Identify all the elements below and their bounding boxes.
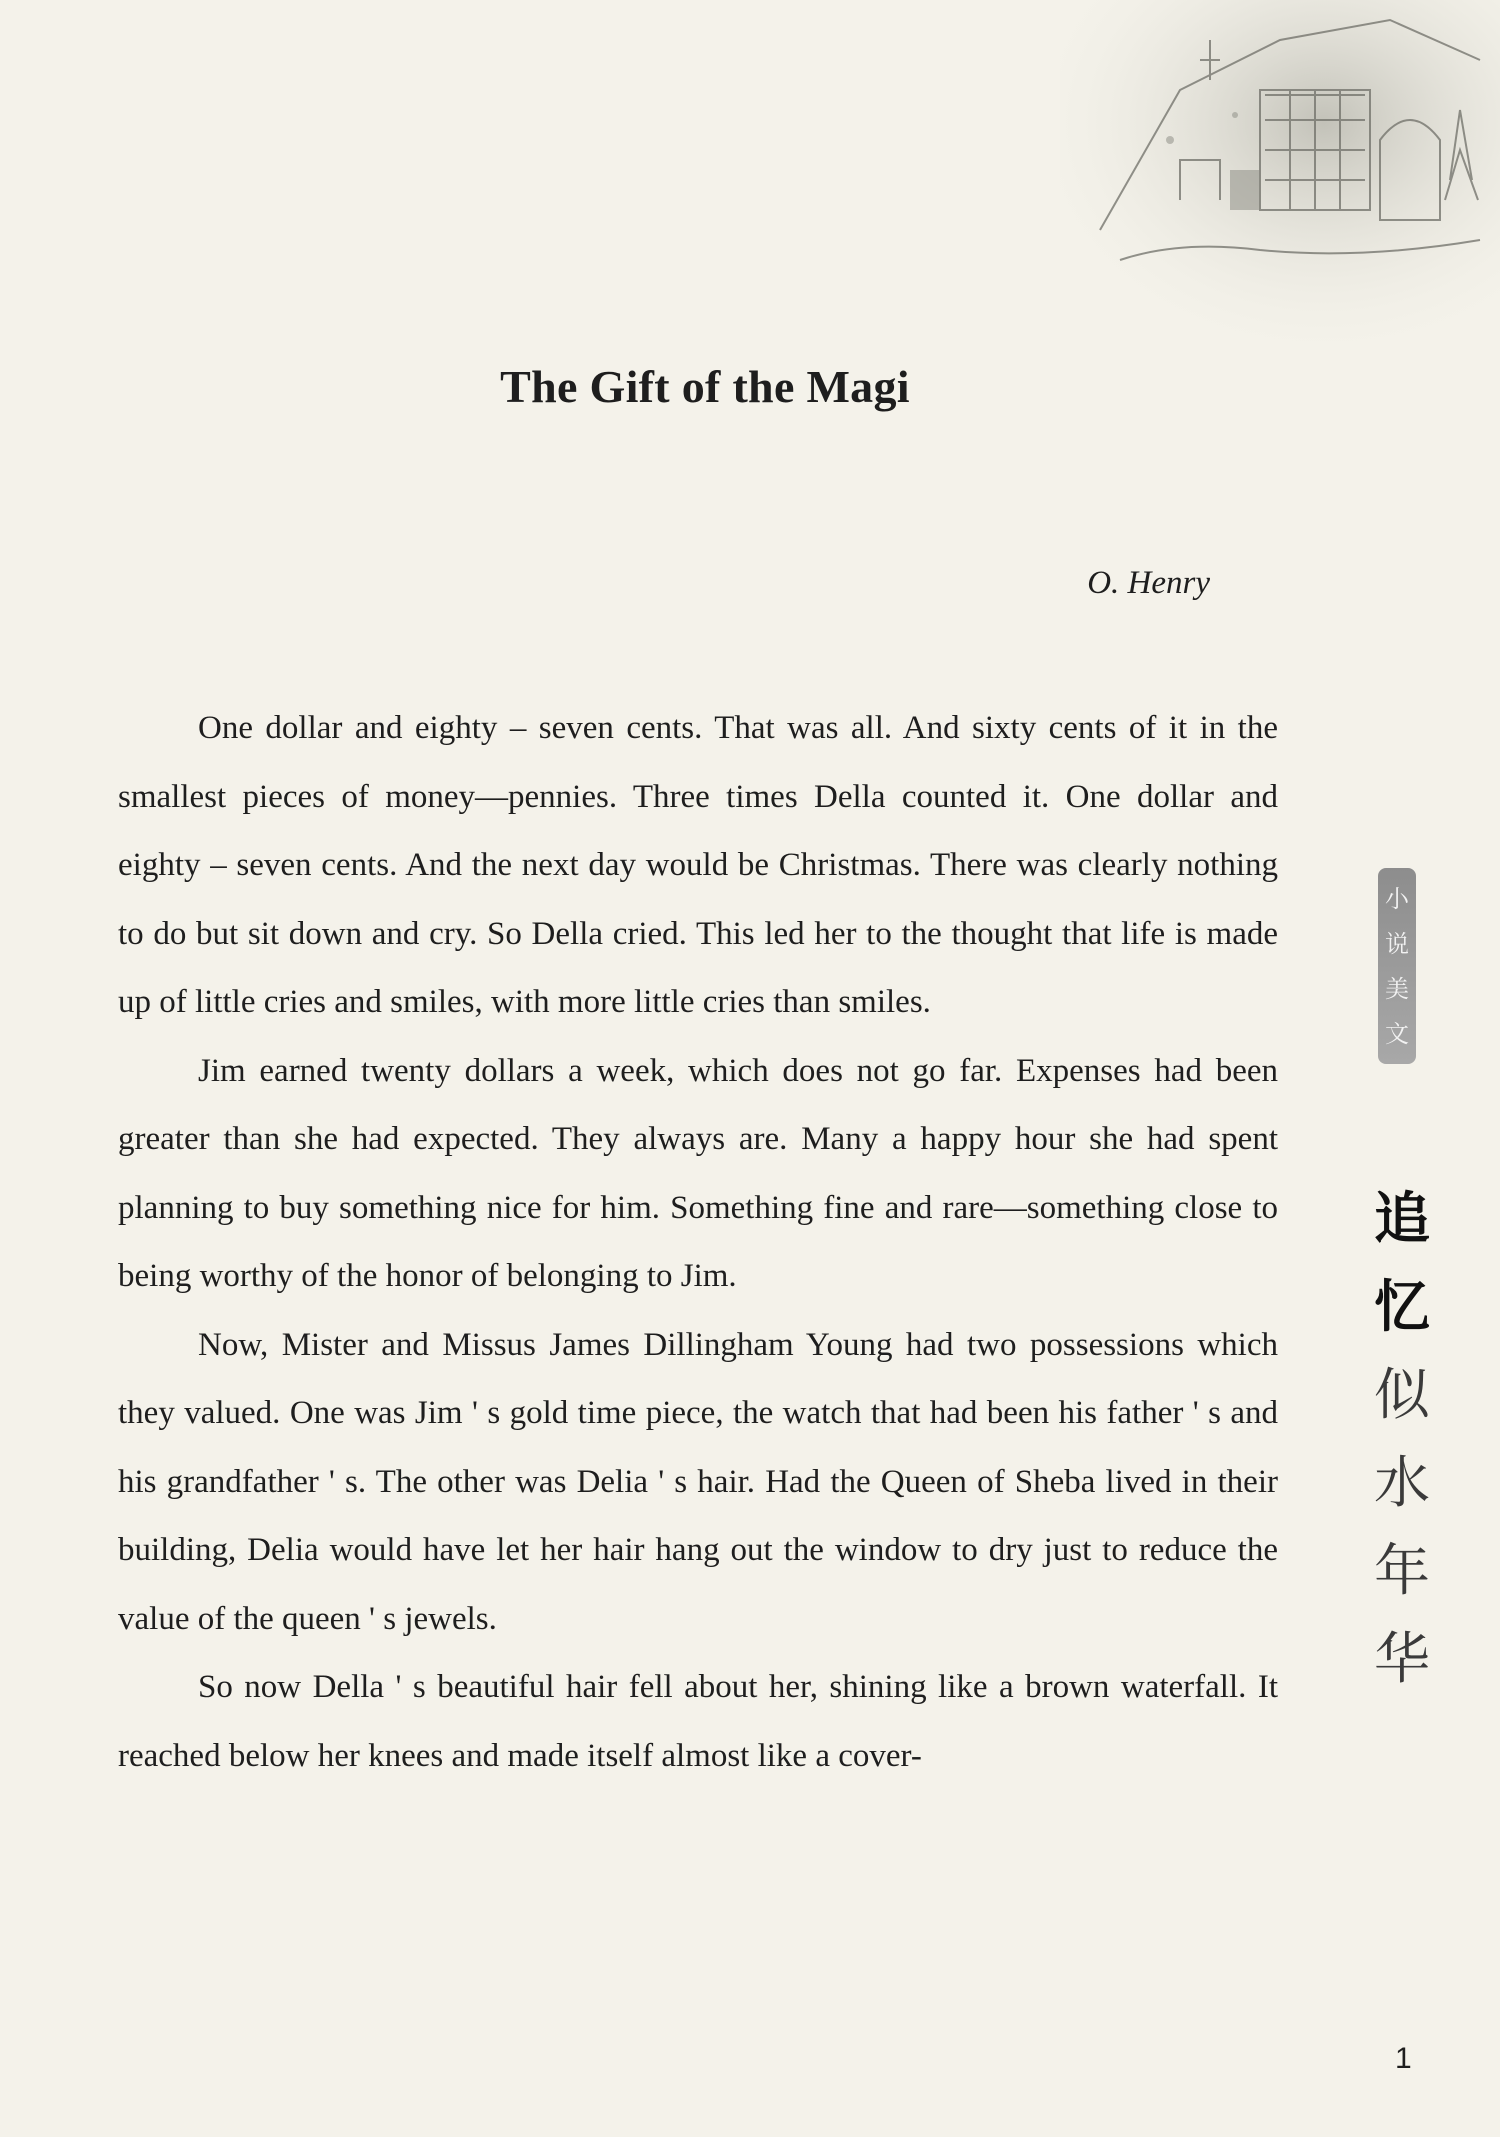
paragraph: One dollar and eighty – seven cents. That was all. And sixty cents of it in the smallest pieces of money—pennies. Three times Della counted it. One dollar and eighty – seven cents. And the next day would be Christmas. There was clearly nothing to do but sit down and cry. So Della cried. This led her to the thought that life is made up of little cries and smiles, with more little cries than smiles.: [118, 710, 1278, 1020]
section-tab: [1378, 868, 1416, 1064]
story-body: [118, 694, 1278, 1790]
series-title-char: 华: [1374, 1627, 1430, 1692]
series-title-char: 追: [1374, 1187, 1430, 1252]
section-tab-char: 小: [1385, 884, 1409, 913]
paragraph: Jim earned twenty dollars a week, which does not go far. Expenses had been greater than she had expected. They always are. Many a happy hour she had spent planning to buy something nice for him. Something fine and rare—something close to being worthy of the honor of belonging to Jim.: [118, 1052, 1278, 1294]
paragraph: So now Della ' s beautiful hair fell about her, shining like a brown waterfall. It reached below her knees and made itself almost like a cover-: [118, 1669, 1278, 1774]
page-number: 1: [1395, 2042, 1412, 2075]
section-tab-char: 说: [1385, 929, 1409, 958]
series-title-char: 似: [1374, 1363, 1430, 1428]
story-title: The Gift of the Magi: [500, 361, 910, 412]
series-title-char: 忆: [1374, 1275, 1430, 1340]
section-tab-char: 美: [1385, 974, 1409, 1003]
winter-house-illustration: [1060, 0, 1500, 350]
author-name: O. Henry: [1087, 565, 1210, 601]
section-tab-char: 文: [1385, 1019, 1409, 1048]
series-title-char: 水: [1374, 1451, 1430, 1516]
series-title-char: 年: [1374, 1539, 1430, 1604]
series-title-vertical: [1362, 1176, 1442, 1704]
paragraph: Now, Mister and Missus James Dillingham Young had two possessions which they valued. One was Jim ' s gold time piece, the watch that had been his father ' s and his grandfather ' s. The other was Delia ' s hair. Had the Queen of Sheba lived in their building, Delia would have let her hair hang out the window to dry just to reduce the value of the queen ' s jewels.: [118, 1326, 1278, 1637]
